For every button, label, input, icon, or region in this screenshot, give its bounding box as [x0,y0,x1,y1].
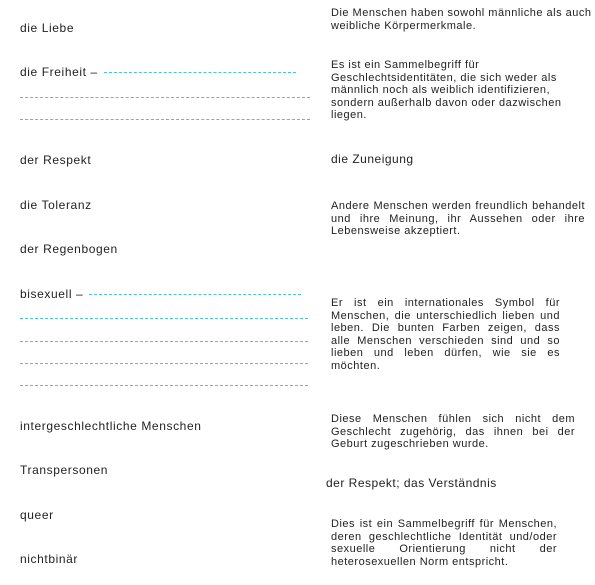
definition-7: der Respekt; das Verständnis [326,476,497,490]
definition-4: Andere Menschen werden freundlich behandelt und ihre Meinung, ihr Aussehen oder ihre Lebensweise akzeptiert. [331,200,585,237]
term-intergeschlechtlich: intergeschlechtliche Menschen [20,419,202,433]
answer-line[interactable] [20,363,308,364]
definition-3: die Zuneigung [331,152,414,166]
term-regenbogen: der Regenbogen [20,242,118,256]
answer-line[interactable] [20,341,308,342]
answer-line[interactable] [89,294,301,295]
term-transpersonen: Transpersonen [20,463,109,477]
definition-5: Er ist ein internationales Symbol für Menschen, die unterschiedlich lieben und leben. Die bunten Farben zeigen, dass alle Menschen verschieden sind und so lieben und leben dürfen, wie sie es möchten. [331,297,560,372]
term-bisexuell: bisexuell – [20,287,84,301]
term-nichtbinaer: nichtbinär [20,552,79,566]
definition-1: Die Menschen haben sowohl männliche als auch weibliche Körpermerkmale. [331,7,592,32]
term-respekt: der Respekt [20,153,92,167]
definition-8: Dies ist ein Sammelbegriff für Menschen, deren geschlechtliche Identität und/oder sexuelle Orientierung nicht der heterosexuellen Norm entspricht. [331,518,557,568]
term-liebe: die Liebe [20,21,75,35]
term-bisexuell-row [20,287,301,301]
term-toleranz: die Toleranz [20,198,92,212]
definition-2: Es ist ein Sammelbegriff für Geschlechtsidentitäten, die sich weder als männlich noch als weiblich identifizieren, sondern außerhalb davon oder dazwischen liegen. [331,59,562,121]
answer-line[interactable] [20,119,310,120]
answer-line[interactable] [20,97,310,98]
definition-6: Diese Menschen fühlen sich nicht dem Geschlecht zugehörig, das ihnen bei der Geburt zugeschrieben wurde. [331,413,575,450]
answer-line[interactable] [104,72,296,73]
answer-line[interactable] [20,385,308,386]
answer-line[interactable] [20,318,308,319]
term-freiheit-row [20,65,296,79]
term-freiheit: die Freiheit – [20,65,98,79]
term-queer: queer [20,508,54,522]
